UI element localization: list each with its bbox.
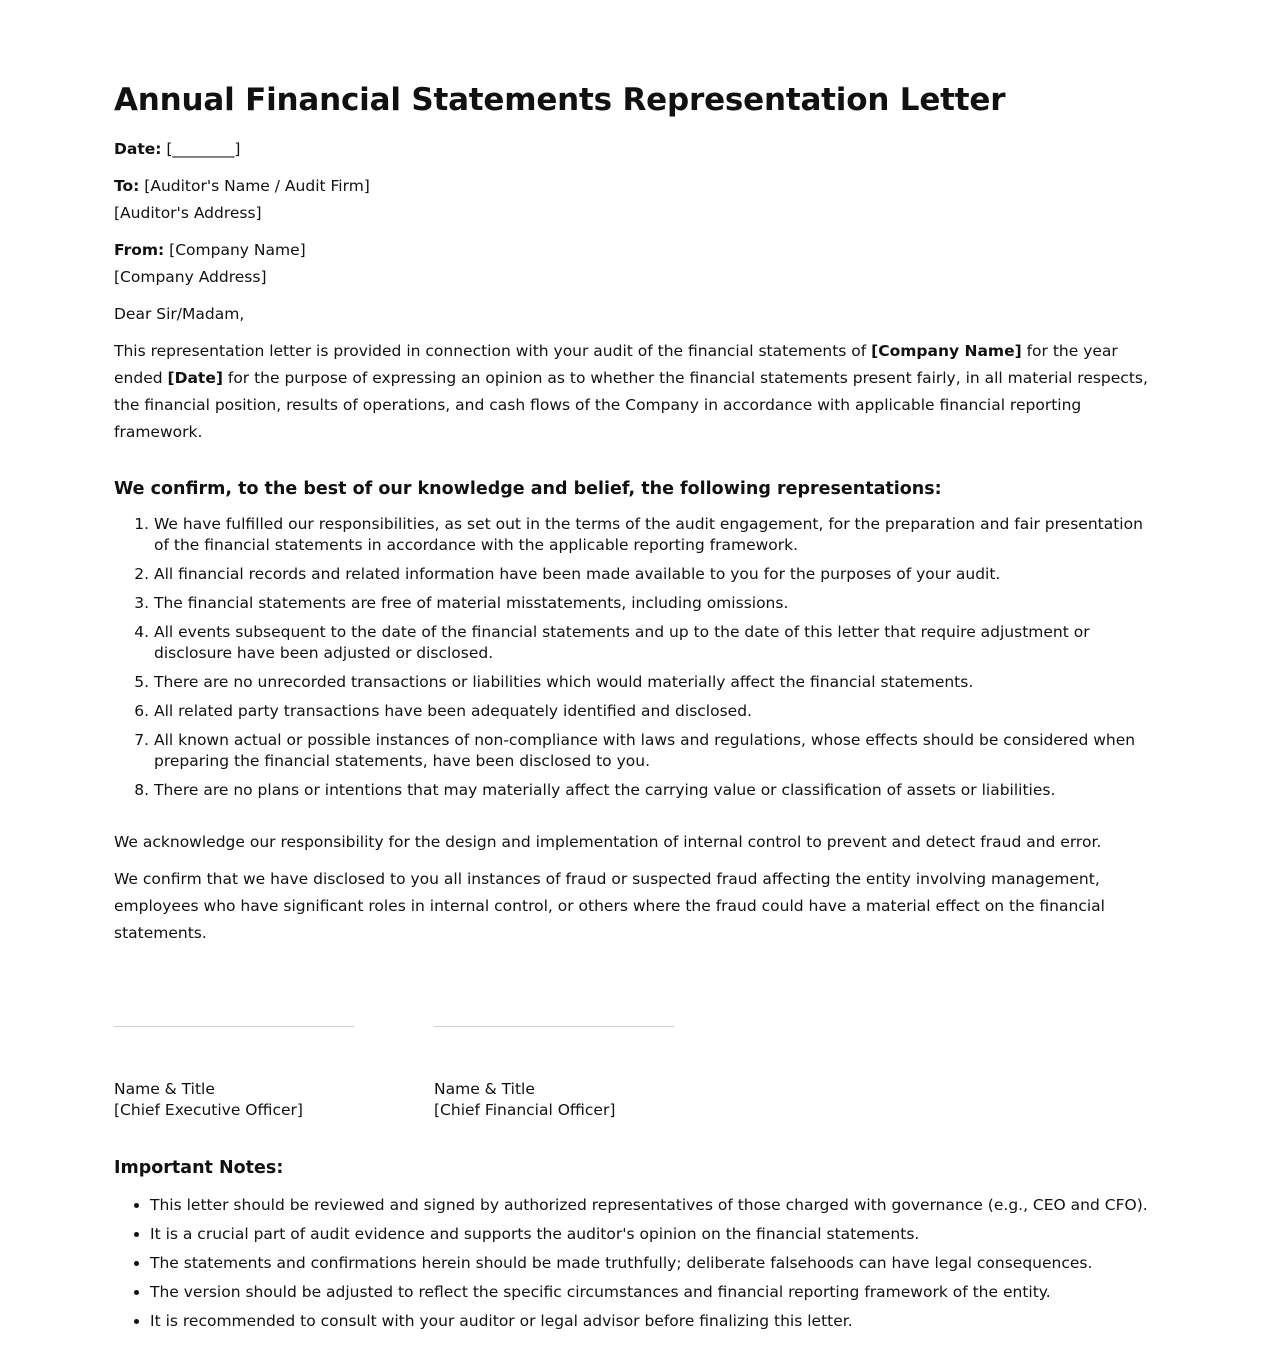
to-label: To: <box>114 177 140 195</box>
signature-line <box>434 1026 674 1079</box>
signature-block-cfo <box>434 1026 674 1121</box>
note-item: • This letter should be reviewed and signed by authorized representatives of those charged with governance (e.g., CEO and CFO). <box>150 1195 1154 1216</box>
date-field <box>114 136 1154 163</box>
signature-section <box>114 1026 1154 1121</box>
representation-item: 6. All related party transactions have been adequately identified and disclosed. <box>154 701 1154 722</box>
representation-item: 2. All financial records and related information have been made available to you for the purposes of your audit. <box>154 564 1154 585</box>
signature-role: [Chief Executive Officer] <box>114 1101 303 1119</box>
from-block <box>114 237 1154 291</box>
salutation: Dear Sir/Madam, <box>114 305 245 323</box>
signature-block-ceo <box>114 1026 354 1121</box>
intro-text-1: This representation letter is provided in connection with your audit of the financial statements of <box>114 342 872 360</box>
note-item: • The statements and confirmations herein should be made truthfully; deliberate falsehoods can have legal consequences. <box>150 1253 1154 1274</box>
representation-item: 4. All events subsequent to the date of the financial statements and up to the date of this letter that require adjustment or disclosure have been adjusted or disclosed. <box>154 622 1154 664</box>
representation-item: 5. There are no unrecorded transactions or liabilities which would materially affect the financial statements. <box>154 672 1154 693</box>
confirm-heading: We confirm, to the best of our knowledge and belief, the following representations: <box>114 479 942 499</box>
signature-name-label: Name & Title <box>434 1080 535 1098</box>
auditor-address: [Auditor's Address] <box>114 204 262 222</box>
representations-list <box>114 514 1154 801</box>
date-label: Date: <box>114 140 162 158</box>
note-item: • The version should be adjusted to reflect the specific circumstances and financial reporting framework of the entity. <box>150 1282 1154 1303</box>
representation-item: 3. The financial statements are free of material misstatements, including omissions. <box>154 593 1154 614</box>
representation-item: 7. All known actual or possible instances of non-compliance with laws and regulations, whose effects should be considered when preparing the financial statements, have been disclosed to you. <box>154 730 1154 772</box>
signature-line <box>114 1026 354 1079</box>
signature-role: [Chief Financial Officer] <box>434 1101 616 1119</box>
intro-text-2: for the year ended <box>114 342 1118 387</box>
company-name: [Company Name] <box>164 241 306 259</box>
company-address: [Company Address] <box>114 268 267 286</box>
intro-company: [Company Name] <box>871 342 1022 360</box>
acknowledgement-paragraph: We acknowledge our responsibility for the design and implementation of internal control to prevent and detect fraud and error. <box>114 833 1102 851</box>
fraud-paragraph: We confirm that we have disclosed to you all instances of fraud or suspected fraud affecting the entity involving management, employees who have significant roles in internal control, or others where the fraud could have a material effect on the financial statements. <box>114 870 1105 942</box>
intro-text-3: for the purpose of expressing an opinion as to whether the financial statements present fairly, in all material respects, the financial position, results of operations, and cash flows of the Company in accordance with applicable financial reporting framework. <box>114 369 1148 441</box>
from-label: From: <box>114 241 165 259</box>
auditor-name: [Auditor's Name / Audit Firm] <box>139 177 370 195</box>
notes-heading: Important Notes: <box>114 1158 284 1178</box>
intro-date: [Date] <box>167 369 223 387</box>
to-block <box>114 173 1154 227</box>
notes-list <box>114 1195 1154 1332</box>
note-item: • It is recommended to consult with your auditor or legal advisor before finalizing this letter. <box>150 1311 1154 1332</box>
representation-item: 8. There are no plans or intentions that may materially affect the carrying value or classification of assets or liabilities. <box>154 780 1154 801</box>
note-item: • It is a crucial part of audit evidence and supports the auditor's opinion on the financial statements. <box>150 1224 1154 1245</box>
date-value: [________] <box>161 140 241 158</box>
signature-name-label: Name & Title <box>114 1080 215 1098</box>
page-title: Annual Financial Statements Representation Letter <box>114 82 1006 118</box>
representation-item: 1. We have fulfilled our responsibilities, as set out in the terms of the audit engagement, for the preparation and fair presentation of the financial statements in accordance with the applicable reporting framework. <box>154 514 1154 556</box>
intro-paragraph <box>114 338 1154 446</box>
